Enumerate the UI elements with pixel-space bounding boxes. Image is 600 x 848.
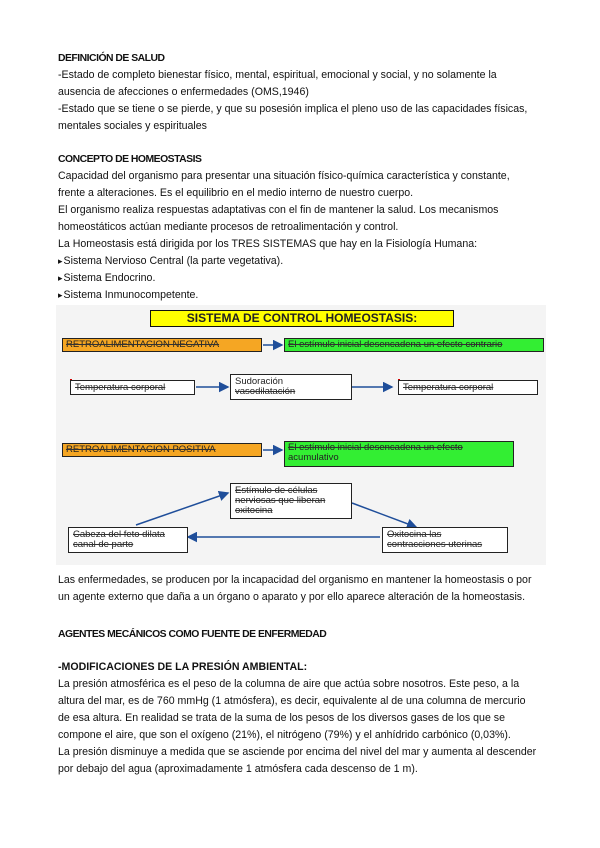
homeostasis-line: homeostáticos actúan mediante procesos de retroalimentación y control. <box>58 221 399 233</box>
negative-feedback-label: RETROALIMENTACION NEGATIVA <box>62 338 262 352</box>
positive-description-line: acumulativo <box>288 452 339 463</box>
sistema-list-item: ▸ Sistema Nervioso Central (la parte vegetativa). <box>58 253 558 270</box>
cabeza-feto-box <box>68 527 188 553</box>
positive-feedback-label: RETROALIMENTACION POSITIVA <box>62 443 262 457</box>
sistema-list-item: ▸ Sistema Endocrino. <box>58 270 558 287</box>
cabeza-line: Cabeza del feto dilata <box>73 529 165 540</box>
sistema-list-item: ▸ Sistema Inmunocompetente. <box>58 287 558 304</box>
enfermedades-line: Las enfermedades, se producen por la incapacidad del organismo en mantener la homeostasis o por <box>58 574 532 586</box>
temperature-box-right: Temperatura corporal <box>398 380 538 395</box>
diagram-title: SISTEMA DE CONTROL HOMEOSTASIS: <box>150 310 454 327</box>
enfermedades-line: un agente externo que daña a un órgano o aparato y por ello aparece alteración de la homeostasis. <box>58 591 526 603</box>
presion-line: de esa altura. En realidad se trata de la suma de los pesos de los diversos gases de los que se <box>58 712 505 724</box>
homeostasis-line: frente a alteraciones. Es el equilibrio en el medio interno de nuestro cuerpo. <box>58 187 414 199</box>
sudoracion-line: Sudoración <box>235 376 284 387</box>
homeostasis-heading: CONCEPTO DE HOMEOSTASIS <box>58 154 202 165</box>
presion-paragraph <box>58 676 558 778</box>
homeostasis-control-diagram <box>56 305 546 565</box>
oxitocina-line: Oxitocina las <box>387 529 442 540</box>
homeostasis-paragraph <box>58 168 558 304</box>
presion-line: compone el aire, que son el oxígeno (21%), el nitrógeno (79%) y el anhídrido carbónico (0,03%). <box>58 729 511 741</box>
salud-paragraph <box>58 67 558 135</box>
arrow-estimulo-to-oxitocina <box>352 503 416 527</box>
homeostasis-line: El organismo realiza respuestas adaptativas con el fin de mantener la salud. Los mecanismos <box>58 204 499 216</box>
salud-line: -Estado que se tiene o se pierde, y que su posesión implica el pleno uso de las capacidades físicas, <box>58 103 528 115</box>
enfermedades-paragraph <box>58 572 558 606</box>
homeostasis-line: Capacidad del organismo para presentar una situación físico-química característica y constante, <box>58 170 510 182</box>
sudoracion-box <box>230 374 352 400</box>
presion-subheading: -MODIFICACIONES DE LA PRESIÓN AMBIENTAL: <box>58 661 308 673</box>
positive-feedback-description <box>284 441 514 467</box>
positive-description-line: El estímulo inicial desencadena un efecto <box>288 442 463 453</box>
estimulo-line: oxitocina <box>235 505 273 516</box>
arrow-cabeza-to-estimulo <box>136 493 228 525</box>
presion-line: La presión atmosférica es el peso de la columna de aire que actúa sobre nosotros. Este peso, a la <box>58 678 520 690</box>
agentes-heading: AGENTES MECÁNICOS COMO FUENTE DE ENFERMEDAD <box>58 629 327 640</box>
cabeza-line: canal de parto <box>73 539 134 550</box>
salud-line: -Estado de completo bienestar físico, mental, espiritual, emocional y social, y no solamente la <box>58 69 497 81</box>
sudoracion-line: vasodilatación <box>235 386 296 397</box>
salud-line: mentales sociales y espirituales <box>58 120 207 132</box>
estimulo-line: nerviosas que liberan <box>235 495 326 506</box>
salud-heading: DEFINICIÓN DE SALUD <box>58 53 165 64</box>
estimulo-line: Estímulo de células <box>235 485 318 496</box>
estimulo-box <box>230 483 352 519</box>
oxitocina-box <box>382 527 508 553</box>
presion-line: por debajo del agua (aproximadamente 1 atmósfera cada descenso de 1 m). <box>58 763 418 775</box>
negative-feedback-description: El estímulo inicial desencadena un efecto contrario <box>284 338 544 352</box>
presion-line: La presión disminuye a medida que se asciende por encima del nivel del mar y aumenta al descender <box>58 746 537 758</box>
presion-line: altura del mar, es de 760 mmHg (1 atmósfera), es decir, equivalente al de una columna de mercurio <box>58 695 526 707</box>
temperature-box-left: Temperatura corporal <box>70 380 195 395</box>
homeostasis-line: La Homeostasis está dirigida por los TRES SISTEMAS que hay en la Fisiología Humana: <box>58 238 478 250</box>
oxitocina-line: contracciones uterinas <box>387 539 483 550</box>
salud-line: ausencia de afecciones o enfermedades (OMS,1946) <box>58 86 309 98</box>
